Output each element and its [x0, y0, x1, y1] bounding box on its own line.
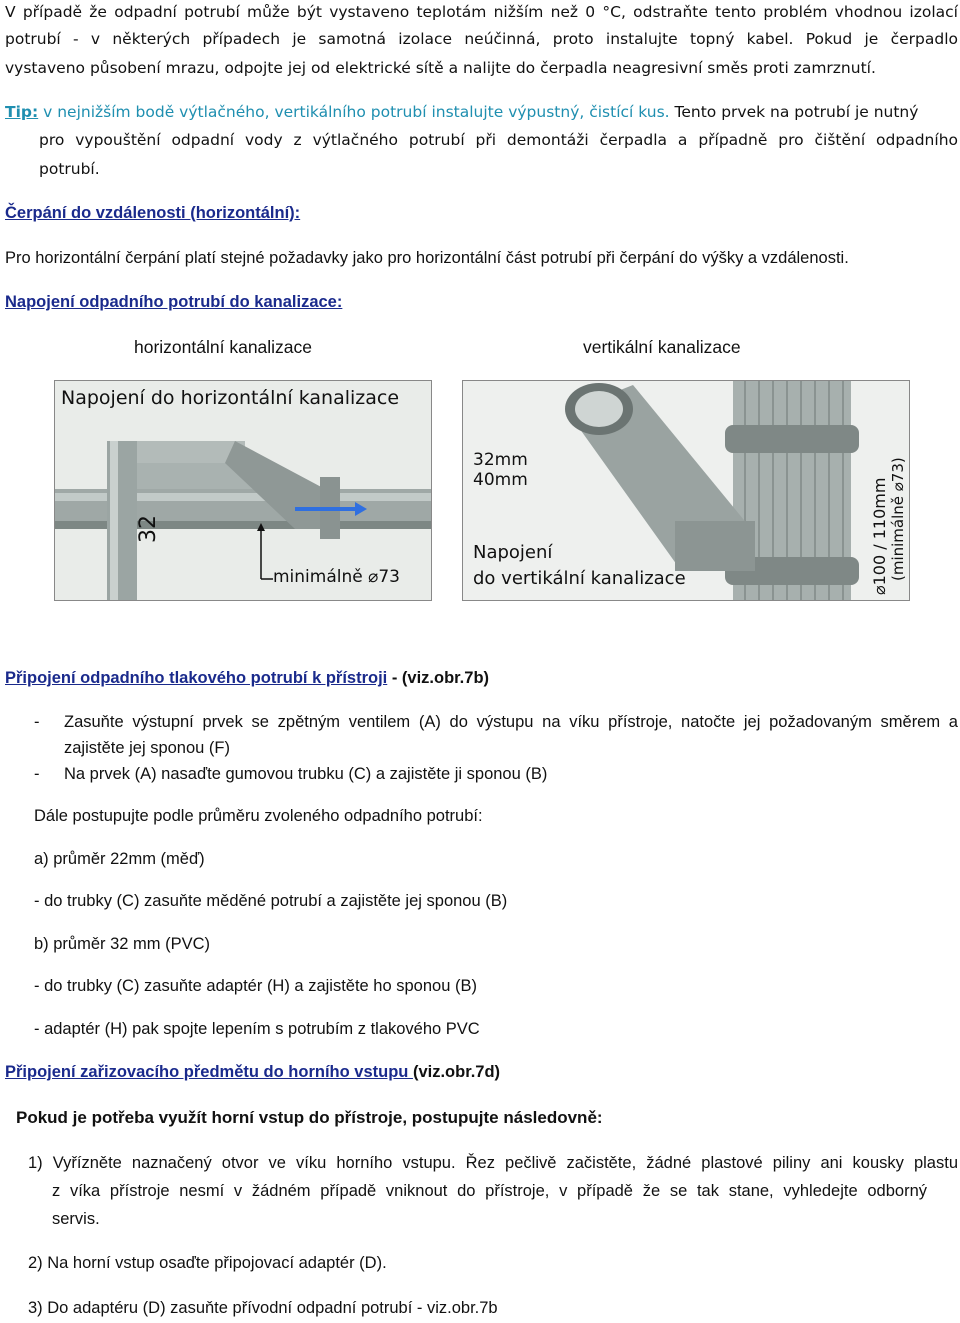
horizontal-pumping-text: Pro horizontální čerpání platí stejné požadavky jako pro horizontální část potrubí při čerpání do výšky a vzdálenosti. — [5, 249, 849, 267]
label-vertical-sewer: vertikální kanalizace — [583, 337, 741, 357]
horizontal-pumping-heading: Čerpání do vzdálenosti (horizontální): — [5, 204, 301, 222]
bullet-1-line-2: zajistěte jej sponou (F) — [64, 739, 230, 757]
dimension-32-label: 32 — [136, 515, 161, 543]
top-inlet-heading-line — [5, 1058, 500, 1087]
step-2: 2) Na horní vstup osaďte připojovací adaptér (D). — [28, 1254, 387, 1272]
tip-line-1 — [5, 98, 958, 127]
step-1-line-1: 1) Vyřízněte naznačený otvor ve víku horního vstupu. Řez pečlivě začistěte, žádné plastové piliny ani kousky plastu — [28, 1154, 958, 1172]
step-1-line-2: z víka přístroje nesmí v žádném případě vniknout do přístroje, v případě že se tak stane, vyhledejte odborný — [52, 1182, 927, 1200]
vertical-sewer-figure — [462, 380, 910, 601]
bullet-dash: - — [34, 713, 40, 731]
bullet-dash: - — [34, 765, 40, 783]
bullet-1-line-1: Zasuňte výstupní prvek se zpětným ventilem (A) do výstupu na víku přístroje, natočte jej požadovaným směrem a — [64, 713, 958, 731]
option-b-title: b) průměr 32 mm (PVC) — [34, 935, 211, 953]
intro-line-2: potrubí - v některých případech je samotná izolace neúčinná, proto instalujte topný kabel. Pokud je čerpadlo — [5, 30, 958, 48]
option-b-step-2: - adaptér (H) pak spojte lepením s potrubím z tlakového PVC — [34, 1020, 480, 1038]
pressure-connection-ref: - (viz.obr.7b) — [387, 669, 490, 687]
pipe-diameter-vertical-label: ⌀100 / 110mm — [870, 477, 889, 595]
tip-line-2: pro vypouštění odpadní vody z výtlačného potrubí při demontáži čerpadla a případně pro čištění odpadního — [39, 131, 958, 149]
sewer-connection-heading: Napojení odpadního potrubí do kanalizace: — [5, 293, 343, 311]
vertical-figure-caption-1: Napojení — [473, 542, 553, 563]
label-horizontal-sewer: horizontální kanalizace — [134, 337, 313, 357]
diameter-intro: Dále postupujte podle průměru zvoleného odpadního potrubí: — [34, 807, 483, 825]
step-1-line-3: servis. — [52, 1210, 100, 1228]
bullet-1 — [34, 708, 958, 737]
tip-text-highlight: v nejnižším bodě výtlačného, vertikálního potrubí instalujte výpustný, čistící kus. — [38, 103, 670, 121]
horizontal-sewer-figure — [54, 380, 432, 601]
diameter-32mm-label: 32mm — [473, 450, 528, 470]
diameter-40mm-label: 40mm — [473, 470, 528, 490]
bullet-2-text: Na prvek (A) nasaďte gumovou trubku (C) a zajistěte ji sponou (B) — [64, 765, 548, 783]
tip-label: Tip: — [5, 103, 39, 121]
top-inlet-heading: Připojení zařizovacího předmětu do horního vstupu — [5, 1063, 413, 1081]
option-b-step-1: - do trubky (C) zasuňte adaptér (H) a zajistěte ho sponou (B) — [34, 977, 477, 995]
vertical-figure-caption-2: do vertikální kanalizace — [473, 568, 686, 589]
option-a-title: a) průměr 22mm (měď) — [34, 850, 205, 868]
tip-text: Tento prvek na potrubí je nutný — [669, 103, 919, 121]
bullet-2 — [34, 760, 958, 789]
option-a-step: - do trubky (C) zasuňte měděné potrubí a zajistěte jej sponou (B) — [34, 892, 508, 910]
minimum-diameter-label: minimálně ⌀73 — [273, 567, 400, 587]
top-inlet-subheading: Pokud je potřeba využít horní vstup do přístroje, postupujte následovně: — [16, 1108, 603, 1127]
pressure-connection-heading-line — [5, 664, 489, 693]
intro-line-3: vystaveno působení mrazu, odpojte jej od elektrické sítě a nalijte do čerpadla neagresivní směs proti zamrznutí. — [5, 59, 876, 77]
pressure-connection-heading: Připojení odpadního tlakového potrubí k přístroji — [5, 669, 388, 687]
minimum-vertical-label: (minimálně ⌀73) — [889, 457, 907, 581]
horizontal-figure-title: Napojení do horizontální kanalizace — [61, 387, 400, 409]
step-3: 3) Do adaptéru (D) zasuňte přívodní odpadní potrubí - viz.obr.7b — [28, 1299, 498, 1317]
intro-line-1: V případě že odpadní potrubí může být vystaveno teplotám nižším než 0 °C, odstraňte tento problém vhodnou izolací — [5, 3, 958, 21]
tip-line-3: potrubí. — [39, 160, 100, 178]
top-inlet-ref: (viz.obr.7d) — [412, 1063, 501, 1081]
